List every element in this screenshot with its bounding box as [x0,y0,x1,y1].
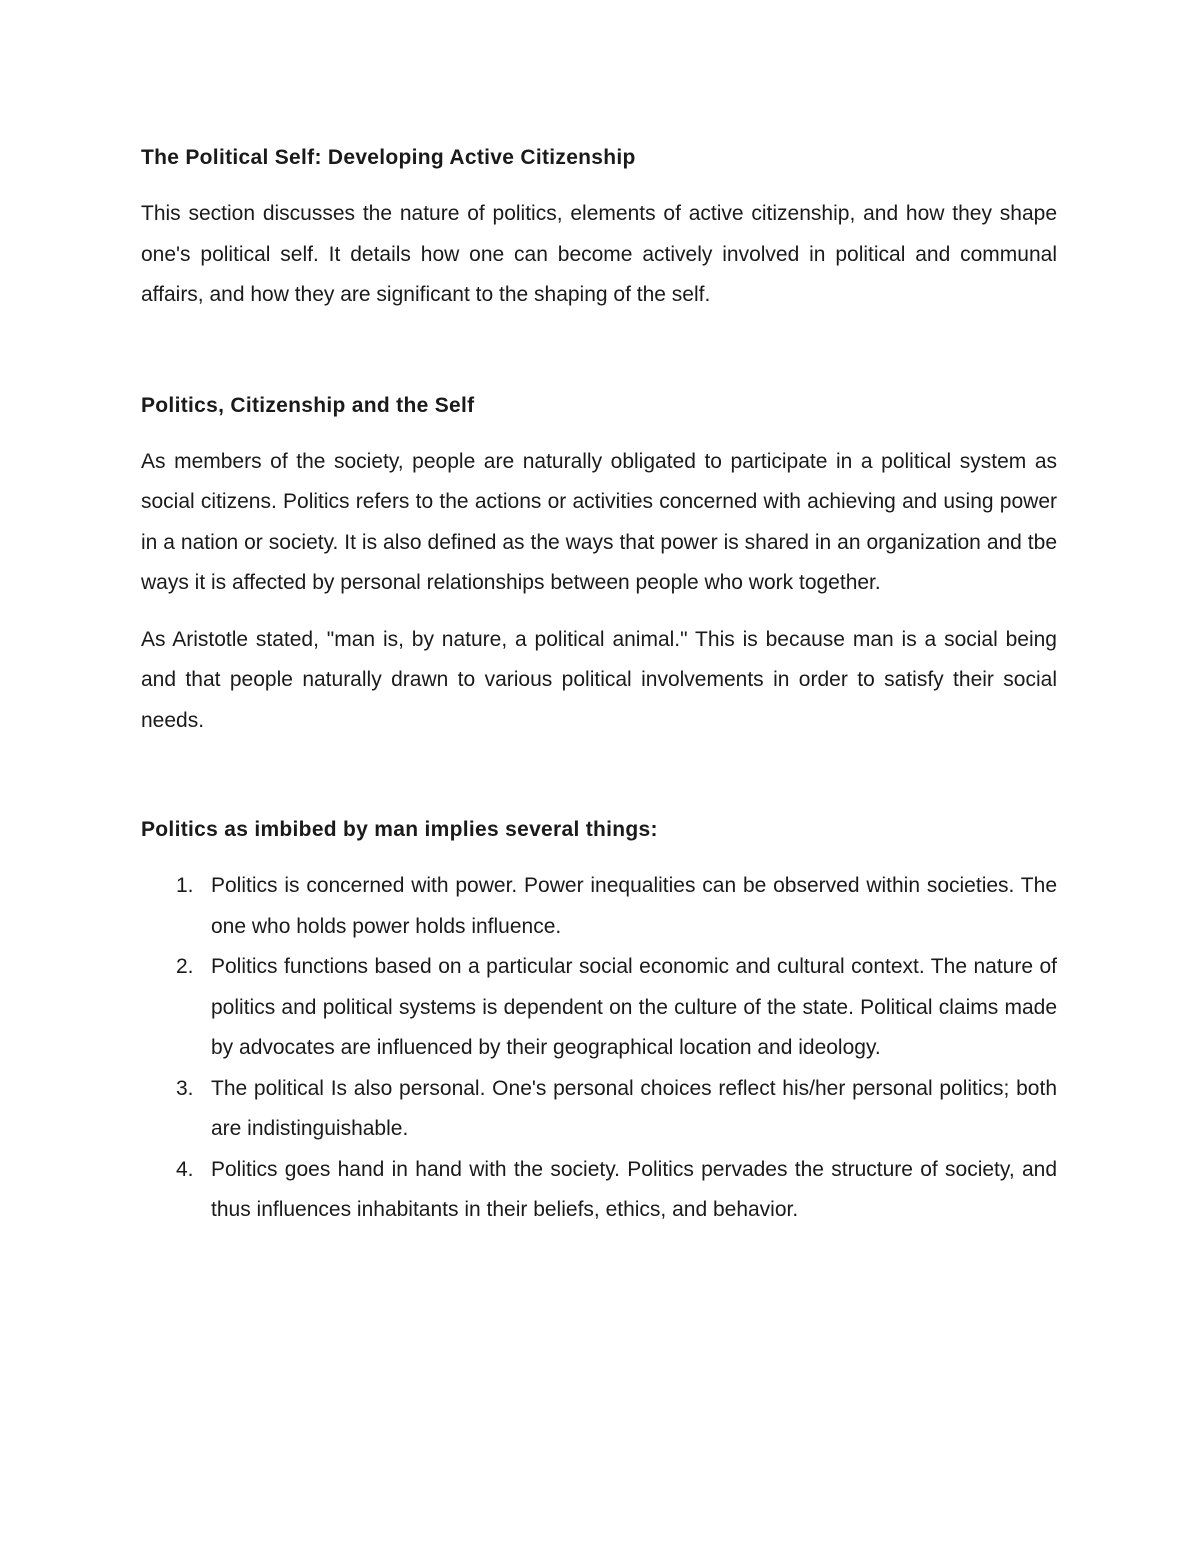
list-item [141,1069,1057,1150]
section-heading-politics-citizenship-self: Politics, Citizenship and the Self [141,393,475,417]
list-item-text: Politics functions based on a particular social economic and cultural context. The nature of politics and political systems is dependent on the culture of the state. Political claims made by advocates are influenced by their geographical location and ideology. [211,955,1057,1059]
list-item [141,947,1057,1069]
document-title: The Political Self: Developing Active Citizenship [141,146,636,169]
list-item-text: Politics goes hand in hand with the society. Politics pervades the structure of society, and thus influences inhabitants in their beliefs, ethics, and behavior. [211,1157,1057,1221]
list-item-text: Politics is concerned with power. Power inequalities can be observed within societies. The one who holds power holds influence. [211,874,1057,938]
list-item [141,1150,1057,1231]
list-item-text: The political Is also personal. One's personal choices reflect his/her personal politics; both are indistinguishable. [211,1076,1057,1140]
list-item-number: 4. [176,1157,194,1181]
list-item [141,866,1057,947]
section-paragraph: As members of the society, people are naturally obligated to participate in a political system as social citizens. Politics refers to the actions or activities concerned with achieving and using power in a nation or society. It is also defined as the ways that power is shared in an organization and tbe ways it is affected by personal relationships between people who work together. [141,449,1057,594]
section-heading-politics-implies: Politics as imbibed by man implies several things: [141,818,658,841]
numbered-list [141,866,1057,1231]
list-item-number: 1. [176,874,194,897]
list-item-number: 3. [176,1076,194,1100]
section-paragraph: As Aristotle stated, "man is, by nature, a political animal." This is because man is a social being and that people naturally drawn to various political involvements in order to satisfy their social needs. [141,627,1057,732]
list-item-number: 2. [176,955,194,978]
document-page [141,138,1057,1231]
intro-paragraph: This section discusses the nature of politics, elements of active citizenship, and how they shape one's political self. It details how one can become actively involved in political and communal affairs, and how they are significant to the shaping of the self. [141,202,1057,306]
